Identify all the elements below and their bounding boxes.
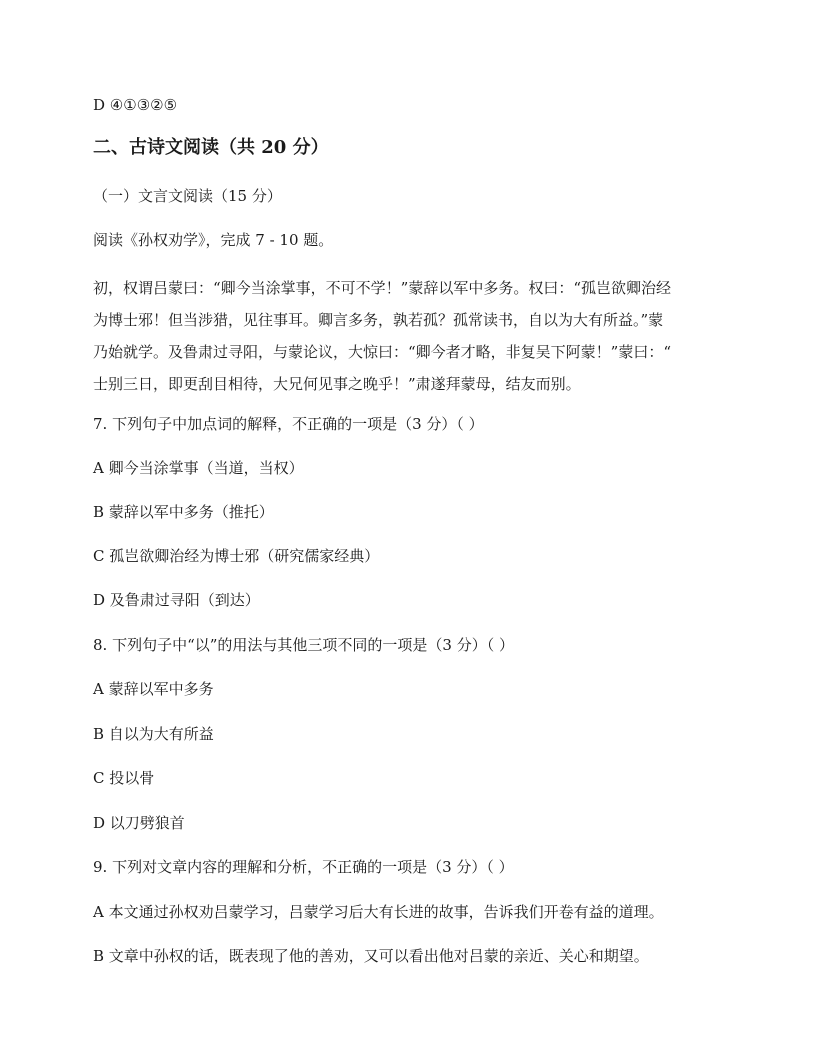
classical-passage: [93, 272, 723, 400]
subsection-heading: （一）文言文阅读（15 分）: [93, 187, 282, 205]
question-8-option-c: C 投以骨: [93, 769, 155, 787]
reading-instruction: 阅读《孙权劝学》，完成 7 - 10 题。: [93, 231, 334, 249]
section-heading: 二、古诗文阅读（共 20 分）: [93, 137, 329, 158]
passage-line: 乃始就学。及鲁肃过寻阳，与蒙论议，大惊曰：“卿今者才略，非复吴下阿蒙！”蒙曰：“: [93, 343, 672, 361]
question-9-option-b: B 文章中孙权的话，既表现了他的善劝，又可以看出他对吕蒙的亲近、关心和期望。: [93, 947, 649, 965]
question-7-option-b: B 蒙辞以军中多务（推托）: [93, 503, 274, 521]
passage-line: 士别三日，即更刮目相待，大兄何见事之晚乎！”肃遂拜蒙母，结友而别。: [93, 375, 581, 393]
question-8-stem: 8. 下列句子中“以”的用法与其他三项不同的一项是（3 分）（ ）: [93, 636, 514, 654]
previous-answer: D ④①③②⑤: [93, 96, 178, 114]
question-7-option-c: C 孤岂欲卿治经为博士邪（研究儒家经典）: [93, 547, 380, 565]
question-7-option-a: A 卿今当涂掌事（当道，当权）: [93, 459, 304, 477]
question-8-option-b: B 自以为大有所益: [93, 725, 214, 743]
question-8-option-a: A 蒙辞以军中多务: [93, 680, 214, 698]
question-9-option-a: A 本文通过孙权劝吕蒙学习，吕蒙学习后大有长进的故事，告诉我们开卷有益的道理。: [93, 903, 664, 921]
passage-line: 为博士邪！但当涉猎，见往事耳。卿言多务，孰若孤？孤常读书，自以为大有所益。”蒙: [93, 311, 664, 329]
question-9-stem: 9. 下列对文章内容的理解和分析，不正确的一项是（3 分）（ ）: [93, 858, 514, 876]
question-8-option-d: D 以刀劈狼首: [93, 814, 185, 832]
passage-line: 初，权谓吕蒙曰：“卿今当涂掌事，不可不学！”蒙辞以军中多务。权曰：“孤岂欲卿治经: [93, 279, 672, 297]
question-7-stem: 7. 下列句子中加点词的解释，不正确的一项是（3 分）（ ）: [93, 415, 484, 433]
question-7-option-d: D 及鲁肃过寻阳（到达）: [93, 591, 260, 609]
